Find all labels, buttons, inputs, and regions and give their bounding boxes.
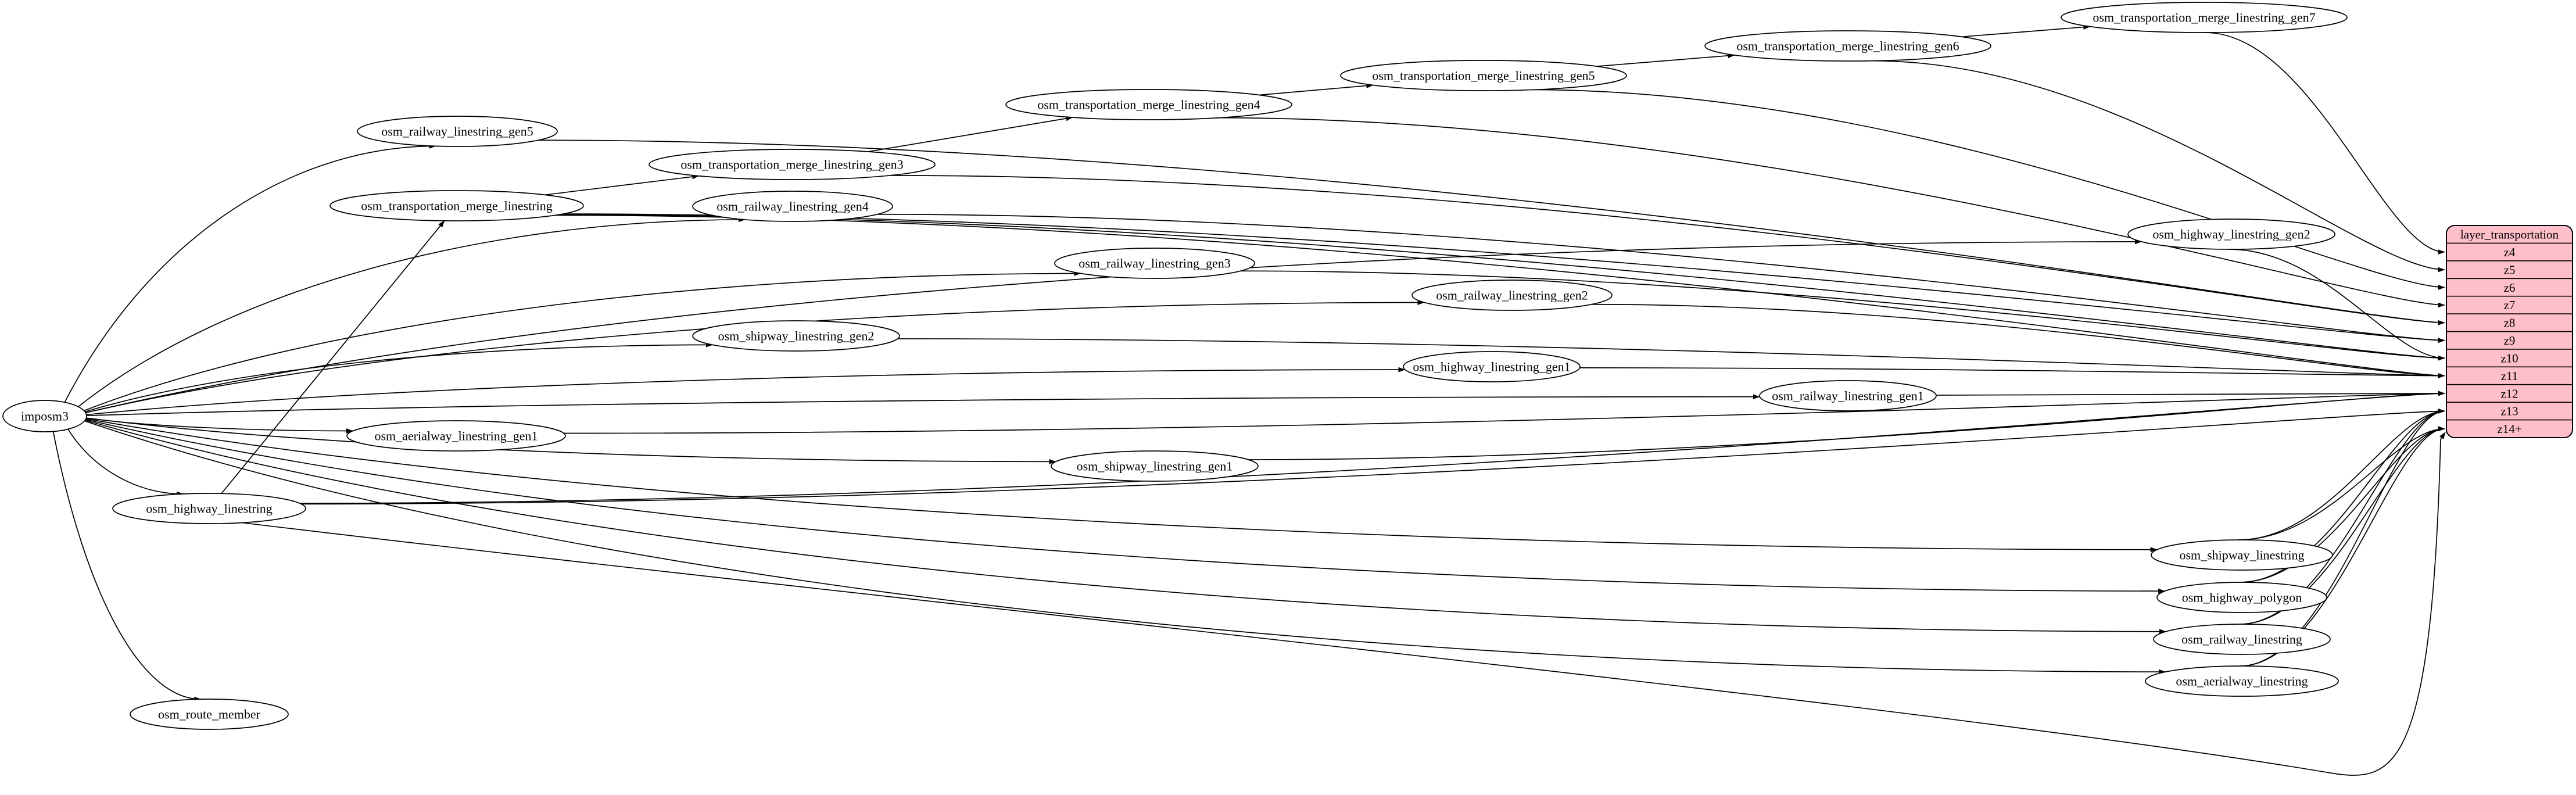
node-osm_railway_linestring_gen1 [1760, 381, 1936, 411]
record-title: layer_transportation [2460, 227, 2559, 242]
node-osm_railway_linestring_gen2 [1412, 280, 1612, 310]
node-osm_highway_linestring [113, 493, 306, 524]
node-osm_transportation_merge_linestring_gen5 [1341, 60, 1626, 91]
record-row-z12: z12 [2500, 386, 2518, 401]
node-label: osm_highway_linestring_gen2 [2152, 227, 2310, 242]
node-label: osm_transportation_merge_linestring_gen5 [1372, 68, 1595, 83]
record-row-z7: z7 [2503, 298, 2516, 313]
node-osm_shipway_linestring_gen2 [693, 321, 900, 351]
record-row-z13: z13 [2500, 404, 2518, 418]
node-osm_transportation_merge_linestring_gen7 [2061, 2, 2347, 33]
node-label: osm_aerialway_linestring_gen1 [374, 428, 538, 443]
node-osm_shipway_linestring [2151, 540, 2333, 570]
node-osm_railway_linestring_gen4 [693, 191, 893, 221]
node-label: osm_route_member [158, 707, 260, 722]
node-osm_highway_linestring_gen2 [2128, 219, 2335, 249]
node-label: osm_aerialway_linestring [2176, 674, 2308, 689]
node-label: osm_railway_linestring_gen1 [1772, 388, 1924, 403]
edge-imposm3-to-osm_highway_linestring [68, 429, 183, 493]
edge-osm_transportation_merge_linestring-to-osm_transportation_merge_linestring_gen3 [545, 176, 699, 195]
record-layer_transportation [2446, 225, 2573, 438]
node-label: osm_highway_linestring_gen1 [1413, 359, 1571, 374]
record-row-z4: z4 [2503, 245, 2516, 259]
edge-imposm3-to-osm_highway_linestring_gen1 [87, 370, 1405, 414]
edge-osm_transportation_merge_linestring_gen4-to-osm_transportation_merge_linestring_gen5 [1259, 85, 1373, 95]
node-label: osm_highway_linestring [146, 501, 273, 516]
edge-imposm3-to-osm_shipway_linestring_gen1 [86, 418, 1055, 461]
node-label: osm_railway_linestring_gen4 [716, 199, 869, 214]
node-osm_shipway_linestring_gen1 [1051, 451, 1258, 481]
record-row-z11: z11 [2500, 368, 2518, 383]
node-label: osm_highway_polygon [2181, 590, 2302, 605]
record-row-z14+: z14+ [2497, 422, 2522, 436]
node-label: osm_railway_linestring_gen3 [1079, 256, 1231, 271]
node-label: osm_transportation_merge_linestring_gen4 [1037, 97, 1260, 112]
node-label: osm_railway_linestring_gen5 [381, 124, 533, 139]
node-osm_highway_polygon [2157, 582, 2327, 613]
node-imposm3 [3, 400, 87, 432]
edge-osm_aerialway_linestring_gen1-to-z12 [564, 393, 2445, 434]
edge-imposm3-to-osm_railway_linestring_gen5 [65, 146, 436, 402]
node-osm_transportation_merge_linestring_gen6 [1705, 31, 1991, 61]
node-label: osm_transportation_merge_linestring_gen7 [2093, 10, 2316, 25]
node-osm_aerialway_linestring [2145, 666, 2338, 696]
node-label: osm_railway_linestring_gen2 [1436, 288, 1588, 303]
node-label: osm_shipway_linestring [2179, 547, 2305, 563]
node-label: osm_shipway_linestring_gen1 [1076, 459, 1233, 474]
node-osm_highway_linestring_gen1 [1403, 352, 1580, 382]
edge-osm_transportation_merge_linestring_gen5-to-osm_transportation_merge_linestring_gen6 [1597, 55, 1735, 66]
node-label: osm_transportation_merge_linestring [361, 198, 553, 213]
edge-osm_shipway_linestring_gen2-to-z11 [898, 339, 2445, 376]
node-osm_route_member [130, 699, 288, 729]
node-osm_railway_linestring_gen3 [1055, 248, 1255, 278]
edge-osm_shipway_linestring-to-z13 [2239, 411, 2445, 540]
edge-osm_transportation_merge_linestring_gen3-to-osm_transportation_merge_linestring_gen4 [868, 117, 1073, 152]
node-label: osm_railway_linestring [2181, 632, 2302, 647]
node-label: osm_transportation_merge_linestring_gen6 [1736, 38, 1959, 53]
node-osm_railway_linestring_gen5 [357, 116, 557, 146]
node-osm_aerialway_linestring_gen1 [347, 421, 565, 451]
node-osm_transportation_merge_linestring_gen4 [1006, 89, 1292, 120]
node-label: imposm3 [21, 409, 69, 424]
edge-imposm3-to-osm_railway_linestring_gen2 [85, 302, 1424, 413]
edge-osm_highway_linestring-to-z14+ [242, 432, 2445, 775]
edge-osm_highway_linestring_gen2-to-z10 [2229, 249, 2445, 358]
node-osm_railway_linestring [2154, 624, 2330, 654]
node-label: osm_transportation_merge_linestring_gen3 [680, 157, 904, 172]
edge-osm_transportation_merge_linestring_gen5-to-z6 [1532, 89, 2445, 287]
node-osm_transportation_merge_linestring_gen3 [649, 149, 935, 180]
node-label: osm_shipway_linestring_gen2 [718, 328, 875, 343]
edge-osm_transportation_merge_linestring_gen6-to-osm_transportation_merge_linestring_gen7 [1962, 27, 2090, 37]
edge-imposm3-to-osm_route_member [53, 431, 201, 699]
record-row-z5: z5 [2503, 263, 2516, 277]
record-row-z8: z8 [2503, 316, 2516, 330]
edge-osm_transportation_merge_linestring_gen4-to-z7 [1219, 118, 2445, 305]
record-row-z10: z10 [2500, 351, 2518, 366]
record-row-z9: z9 [2503, 334, 2516, 348]
edge-imposm3-to-osm_railway_linestring_gen3 [84, 274, 1081, 411]
edge-imposm3-to-osm_railway_linestring_gen1 [87, 397, 1760, 416]
node-osm_transportation_merge_linestring [330, 191, 583, 221]
record-row-z6: z6 [2503, 280, 2516, 295]
edge-osm_highway_linestring-to-z13 [302, 411, 2445, 504]
